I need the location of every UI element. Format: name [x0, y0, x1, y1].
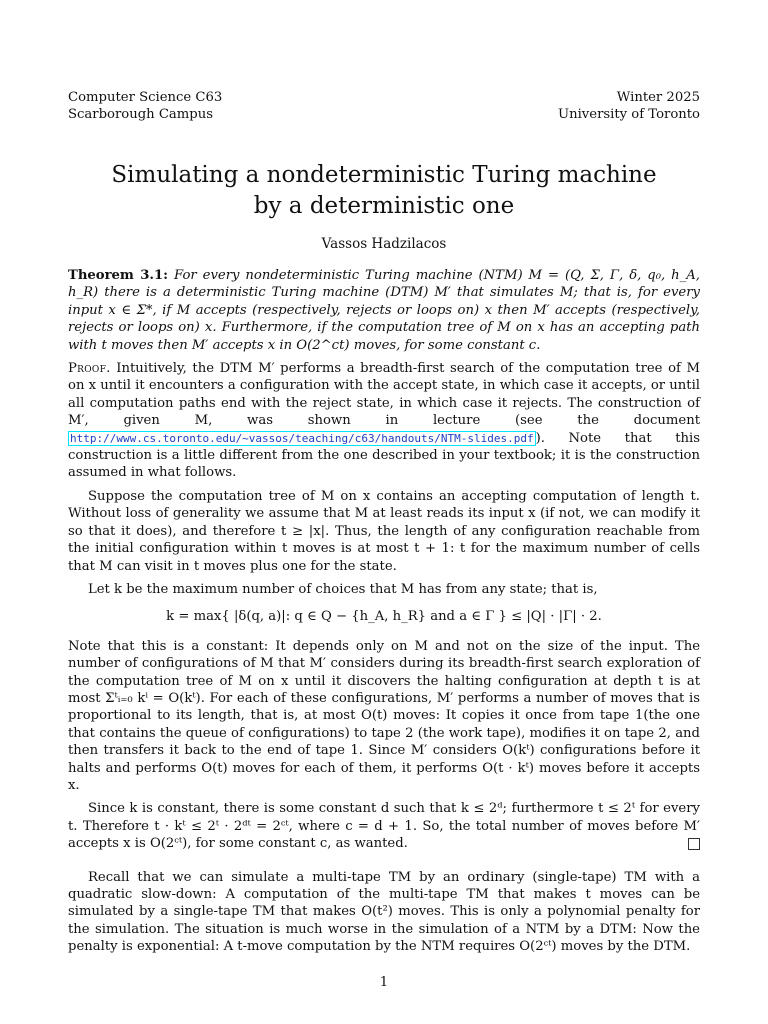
term: Winter 2025: [616, 90, 700, 105]
theorem-text: For every nondeterministic Turing machine (NTM) M = (Q, Σ, Γ, δ, q₀, h_A, h_R) there is a deterministic Turing machine (DTM) M′ that simulates M; that is, for every input x ∈ Σ*, if M accepts (respectively, rejects or loops on) x then M′ accepts (respectively, rejects or loops on) x. Furthermore, if the computation tree of M on x has an accepting path with t moves then M′ accepts x in O(2^ct) moves, for some constant c.: [68, 268, 700, 353]
title-line-1: Simulating a nondeterministic Turing machine: [111, 162, 657, 188]
header-right: [558, 89, 700, 123]
qed-square-icon: [688, 838, 700, 850]
university: University of Toronto: [557, 107, 700, 122]
page-title: [68, 160, 700, 222]
proof-paragraph-1: [68, 360, 700, 482]
theorem-label: Theorem 3.1:: [68, 268, 169, 283]
equation-k: k = max{ |δ(q, a)|: q ∈ Q − {h_A, h_R} and a ∈ Γ } ≤ |Q| · |Γ| · 2.: [166, 609, 602, 625]
proof-text-5: Since k is constant, there is some constant d such that k ≤ 2ᵈ; furthermore t ≤ 2ᵗ for every t. Therefore t · kᵗ ≤ 2ᵗ · 2ᵈᵗ = 2ᶜᵗ, where c = d + 1. So, the total number of moves before M′ accepts x is O(2ᶜᵗ), for some constant c, as wanted.: [68, 801, 700, 852]
course-name: Computer Science C63: [68, 90, 223, 105]
document-body: [68, 267, 700, 962]
campus-name: Scarborough Campus: [68, 107, 213, 122]
proof-label: Proof.: [68, 361, 111, 377]
proof-paragraph-3: Let k be the maximum number of choices that M has from any state; that is,: [88, 581, 598, 597]
proof-paragraph-4: Note that this is a constant: It depends only on M and not on the size of the input. The number of configurations of M that M′ considers during its breadth-first search exploration of the computation tree of M on x until it discovers the halting configuration at depth t is at most Σᵗᵢ₌₀ kⁱ = O(kᵗ). For each of these configurations, M′ performs a number of moves that is proportional to its length, that is, at most O(t) moves: It copies it once from tape 1(the one that contains the queue of configurations) to tape 2 (the work tape), modifies it on tape 2, and then transfers it back to the end of tape 1. Since M′ considers O(kᵗ) configurations before it halts and performs O(t) moves for each of them, it performs O(t · kᵗ) moves before it accepts x.: [68, 638, 700, 793]
title-line-2: by a deterministic one: [253, 193, 515, 219]
page-number: 1: [379, 975, 389, 990]
theorem: [68, 267, 700, 354]
proof-paragraph-5: [68, 800, 700, 852]
proof-text-1a: Intuitively, the DTM M′ performs a breadth-first search of the computation tree of M on x until it encounters a configuration with the accept state, in which case it accepts, or until all computation paths end with the reject state, in which case it rejects. The construction of M′, given M, was shown in lecture (see the document: [68, 361, 701, 429]
closing-paragraph: Recall that we can simulate a multi-tape TM by an ordinary (single-tape) TM with a quadratic slow-down: A computation of the multi-tape TM that makes t moves can be simulated by a single-tape TM that makes O(t²) moves. This is only a polynomial penalty for the simulation. The situation is much worse in the simulation of a NTM by a DTM: Now the penalty is exponential: A t-move computation by the NTM requires O(2ᶜᵗ) moves by the DTM.: [68, 869, 700, 955]
header-left: [68, 89, 222, 123]
slides-link[interactable]: http://www.cs.toronto.edu/~vassos/teaching/c63/handouts/NTM-slides.pdf: [70, 431, 534, 445]
proof-paragraph-2: Suppose the computation tree of M on x contains an accepting computation of length t. Without loss of generality we assume that M at least reads its input x (if not, we can modify it so that it does), and therefore t ≥ |x|. Thus, the length of any configuration reachable from the initial configuration within t moves is at most t + 1: t for the maximum number of cells that M can visit in t moves plus one for the state.: [68, 488, 700, 574]
author: Vassos Hadzilacos: [321, 236, 447, 252]
section-gap: [68, 859, 700, 869]
proof-text-1b: ). Note that this construction is a little different from the one described in your textbook; it is the construction assumed in what follows.: [68, 430, 700, 481]
